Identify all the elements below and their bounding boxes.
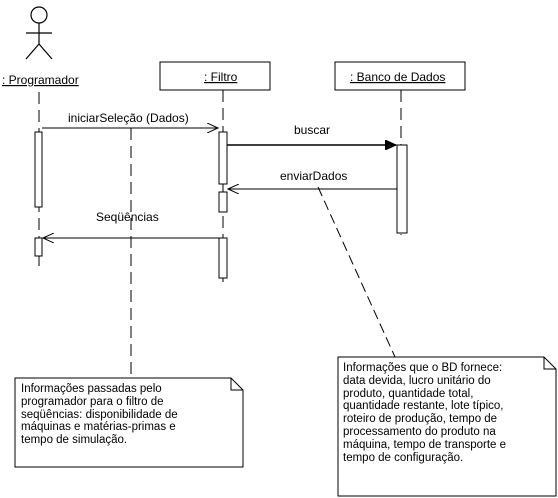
programmer-activation-1 <box>35 132 42 207</box>
filter-activation-2 <box>219 192 227 212</box>
bd-note-anchor <box>318 187 395 357</box>
programmer-info-note: Informações passadas pelo programador para o filtro de seqüências: disponibilidade de máquinas e matérias-primas e tempo de simulação. <box>21 383 178 447</box>
object-filter-label: : Filtro <box>204 70 238 84</box>
object-database-label: : Banco de Dados <box>350 70 446 84</box>
message-sequences-label: Seqüências <box>96 210 159 224</box>
filter-activation-1 <box>219 132 227 184</box>
actor-stick-figure-icon <box>26 7 52 59</box>
message-send-data-label: enviarDados <box>280 169 348 183</box>
database-activation <box>397 145 407 233</box>
message-start-selection-label: iniciarSeleção (Dados) <box>68 111 189 125</box>
bd-info-note: Informações que o BD fornece: data devida, lucro unitário do produto, quantidade total, quantidade restante, lote típico, roteiro de produção, tempo de processamento do produto na máquina, tempo de transporte e tempo de configuração. <box>343 362 507 464</box>
programmer-activation-2 <box>35 238 42 256</box>
actor-programmer-label: : Programador <box>2 73 79 87</box>
message-search-label: buscar <box>294 123 331 137</box>
filter-activation-3 <box>219 238 227 278</box>
